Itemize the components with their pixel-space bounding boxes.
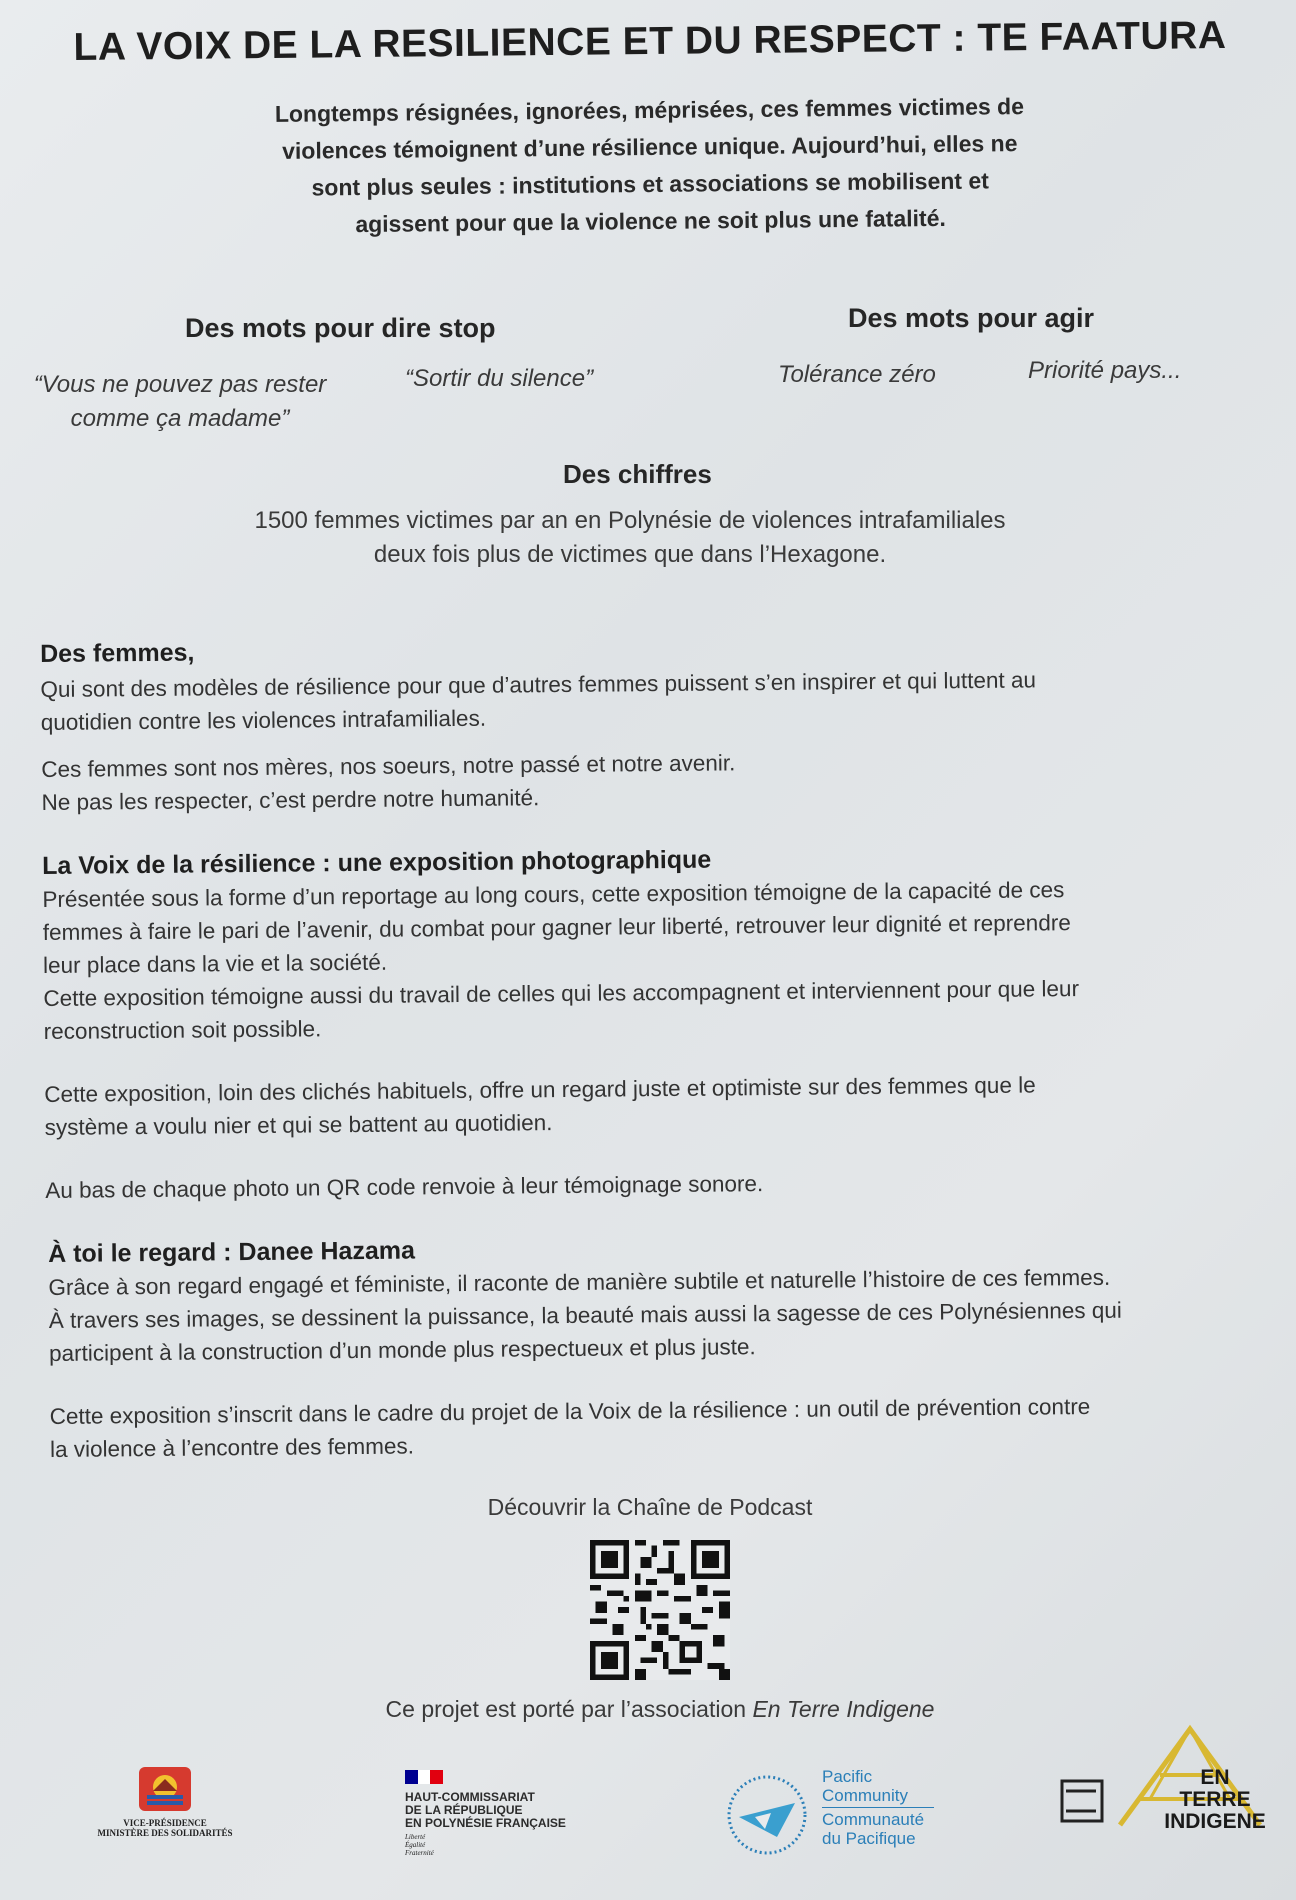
pc-line-2: Community (822, 1786, 908, 1805)
regard-line: Cette exposition s’inscrit dans le cadre du projet de la Voix de la résilience : un outil de prévention contre (49, 1394, 1091, 1429)
exposition-line: Cette exposition, loin des clichés habituels, offre un regard juste et optimiste sur des femmes que le (44, 1072, 1036, 1107)
stop-quote-1-line: “Vous ne pouvez pas rester (33, 371, 327, 398)
hc-motto-line: Fraternité (405, 1849, 434, 1857)
intro-line: agissent pour que la violence ne soit plus une fatalité. (355, 204, 946, 238)
french-flag-icon (405, 1770, 443, 1784)
hc-motto-line: Égalité (405, 1841, 426, 1849)
exposition-heading: La Voix de la résilience : une exposition photographique (42, 845, 712, 880)
eti-line-3: INDIGENE (1164, 1810, 1266, 1833)
regard-heading: À toi le regard : Danee Hazama (48, 1236, 416, 1268)
vp-line-1: VICE-PRÉSIDENCE (123, 1818, 207, 1828)
chiffres-line: 1500 femmes victimes par an en Polynésie de violences intrafamiliales (254, 507, 1006, 534)
regard-line: Grâce à son regard engagé et féministe, il raconte de manière subtile et naturelle l’histoire de ces femmes. (48, 1264, 1111, 1300)
femmes-line: Ne pas les respecter, c’est perdre notre humanité. (41, 785, 540, 815)
logo-en-terre-indigene (1060, 1715, 1280, 1845)
intro-line: sont plus seules : institutions et associations se mobilisent et (311, 167, 989, 201)
eti-line-1: EN (1200, 1766, 1230, 1789)
project-credit-name: En Terre Indigene (752, 1696, 935, 1722)
agir-item-1: Tolérance zéro (778, 361, 936, 388)
pacific-community-emblem-icon (725, 1773, 809, 1857)
project-credit-prefix: Ce projet est porté par l’association (385, 1696, 753, 1722)
exposition-paragraph-2 (44, 1066, 1260, 1144)
exposition-line: femmes à faire le pari de l’avenir, du combat pour gagner leur liberté, retrouver leur dignité et reprendre (42, 910, 1071, 945)
qr-code-icon[interactable] (590, 1540, 730, 1680)
femmes-section (40, 628, 1252, 819)
exposition-line: Cette exposition témoigne aussi du travail de celles qui les accompagnent et interviennent pour que leur (43, 976, 1080, 1011)
pc-text (822, 1767, 934, 1848)
hc-line-3: EN POLYNÉSIE FRANÇAISE (405, 1816, 566, 1830)
project-credit (300, 1692, 1020, 1726)
hc-line-2: DE LA RÉPUBLIQUE (405, 1803, 523, 1817)
intro-line: violences témoignent d’une résilience unique. Aujourd’hui, elles ne (282, 130, 1018, 164)
stop-quote-1 (15, 368, 345, 436)
exposition-line: reconstruction soit possible. (43, 1016, 322, 1044)
pc-line-3: Communauté (822, 1810, 925, 1829)
regard-line: la violence à l’encontre des femmes. (49, 1433, 415, 1462)
femmes-heading: Des femmes, (40, 638, 195, 668)
regard-paragraph-1 (48, 1259, 1264, 1370)
hc-line-1: HAUT-COMMISSARIAT (405, 1790, 535, 1804)
regard-paragraph-2 (50, 1388, 1266, 1466)
hc-motto (405, 1833, 605, 1857)
pc-line-4: du Pacifique (822, 1829, 916, 1848)
exposition-paragraph-3 (45, 1162, 1260, 1207)
pc-line-1: Pacific (822, 1767, 873, 1786)
femmes-paragraph-2 (41, 741, 1252, 819)
exposition-paragraph-1 (42, 871, 1259, 1048)
intro-paragraph (179, 87, 1120, 245)
logo-pacific-community (725, 1765, 965, 1855)
stop-quote-2: “Sortir du silence” (405, 365, 594, 392)
eti-text (1160, 1767, 1270, 1833)
regard-line: participent à la construction d’un monde plus respectueux et plus juste. (48, 1334, 756, 1366)
stop-heading: Des mots pour dire stop (185, 313, 496, 343)
agir-heading: Des mots pour agir (848, 303, 1095, 333)
exposition-line: Présentée sous la forme d’un reportage au long cours, cette exposition témoigne de la capacité de ces (42, 877, 1065, 912)
femmes-paragraph-1 (40, 661, 1251, 739)
podcast-label: Découvrir la Chaîne de Podcast (487, 1494, 813, 1520)
chiffres-text (160, 504, 1100, 572)
polynesia-emblem-icon (137, 1765, 193, 1813)
stop-quote-1-line: comme ça madame” (70, 405, 290, 432)
logo-haut-commissariat (405, 1770, 605, 1857)
eti-line-2: TERRE (1179, 1788, 1251, 1811)
chiffres-heading: Des chiffres (563, 459, 712, 489)
exposition-line: Au bas de chaque photo un QR code renvoie à leur témoignage sonore. (45, 1171, 764, 1203)
regard-line: À travers ses images, se dessinent la puissance, la beauté mais aussi la sagesse de ces Polynésiennes qui (48, 1297, 1122, 1333)
hc-motto-line: Liberté (405, 1833, 426, 1841)
logo-vice-presidence (85, 1765, 245, 1838)
femmes-line: Qui sont des modèles de résilience pour que d’autres femmes puissent s’en inspirer et qui luttent au (40, 667, 1037, 702)
femmes-line: quotidien contre les violences intrafamiliales. (40, 705, 487, 735)
intro-line: Longtemps résignées, ignorées, méprisées, ces femmes victimes de (274, 93, 1025, 127)
exposition-line: leur place dans la vie et la société. (42, 949, 388, 978)
page-title: LA VOIX DE LA RESILIENCE ET DU RESPECT : TE FAATURA (73, 13, 1227, 70)
vp-line-2: MINISTÈRE DES SOLIDARITÉS (97, 1828, 233, 1838)
regard-section (48, 1228, 1265, 1466)
femmes-line: Ces femmes sont nos mères, nos soeurs, notre passé et notre avenir. (41, 750, 736, 782)
exposition-section (42, 840, 1260, 1207)
agir-item-2: Priorité pays... (1028, 357, 1182, 384)
chiffres-line: deux fois plus de victimes que dans l’Hexagone. (373, 541, 887, 568)
exposition-line: système a voulu nier et qui se battent au quotidien. (44, 1110, 553, 1140)
